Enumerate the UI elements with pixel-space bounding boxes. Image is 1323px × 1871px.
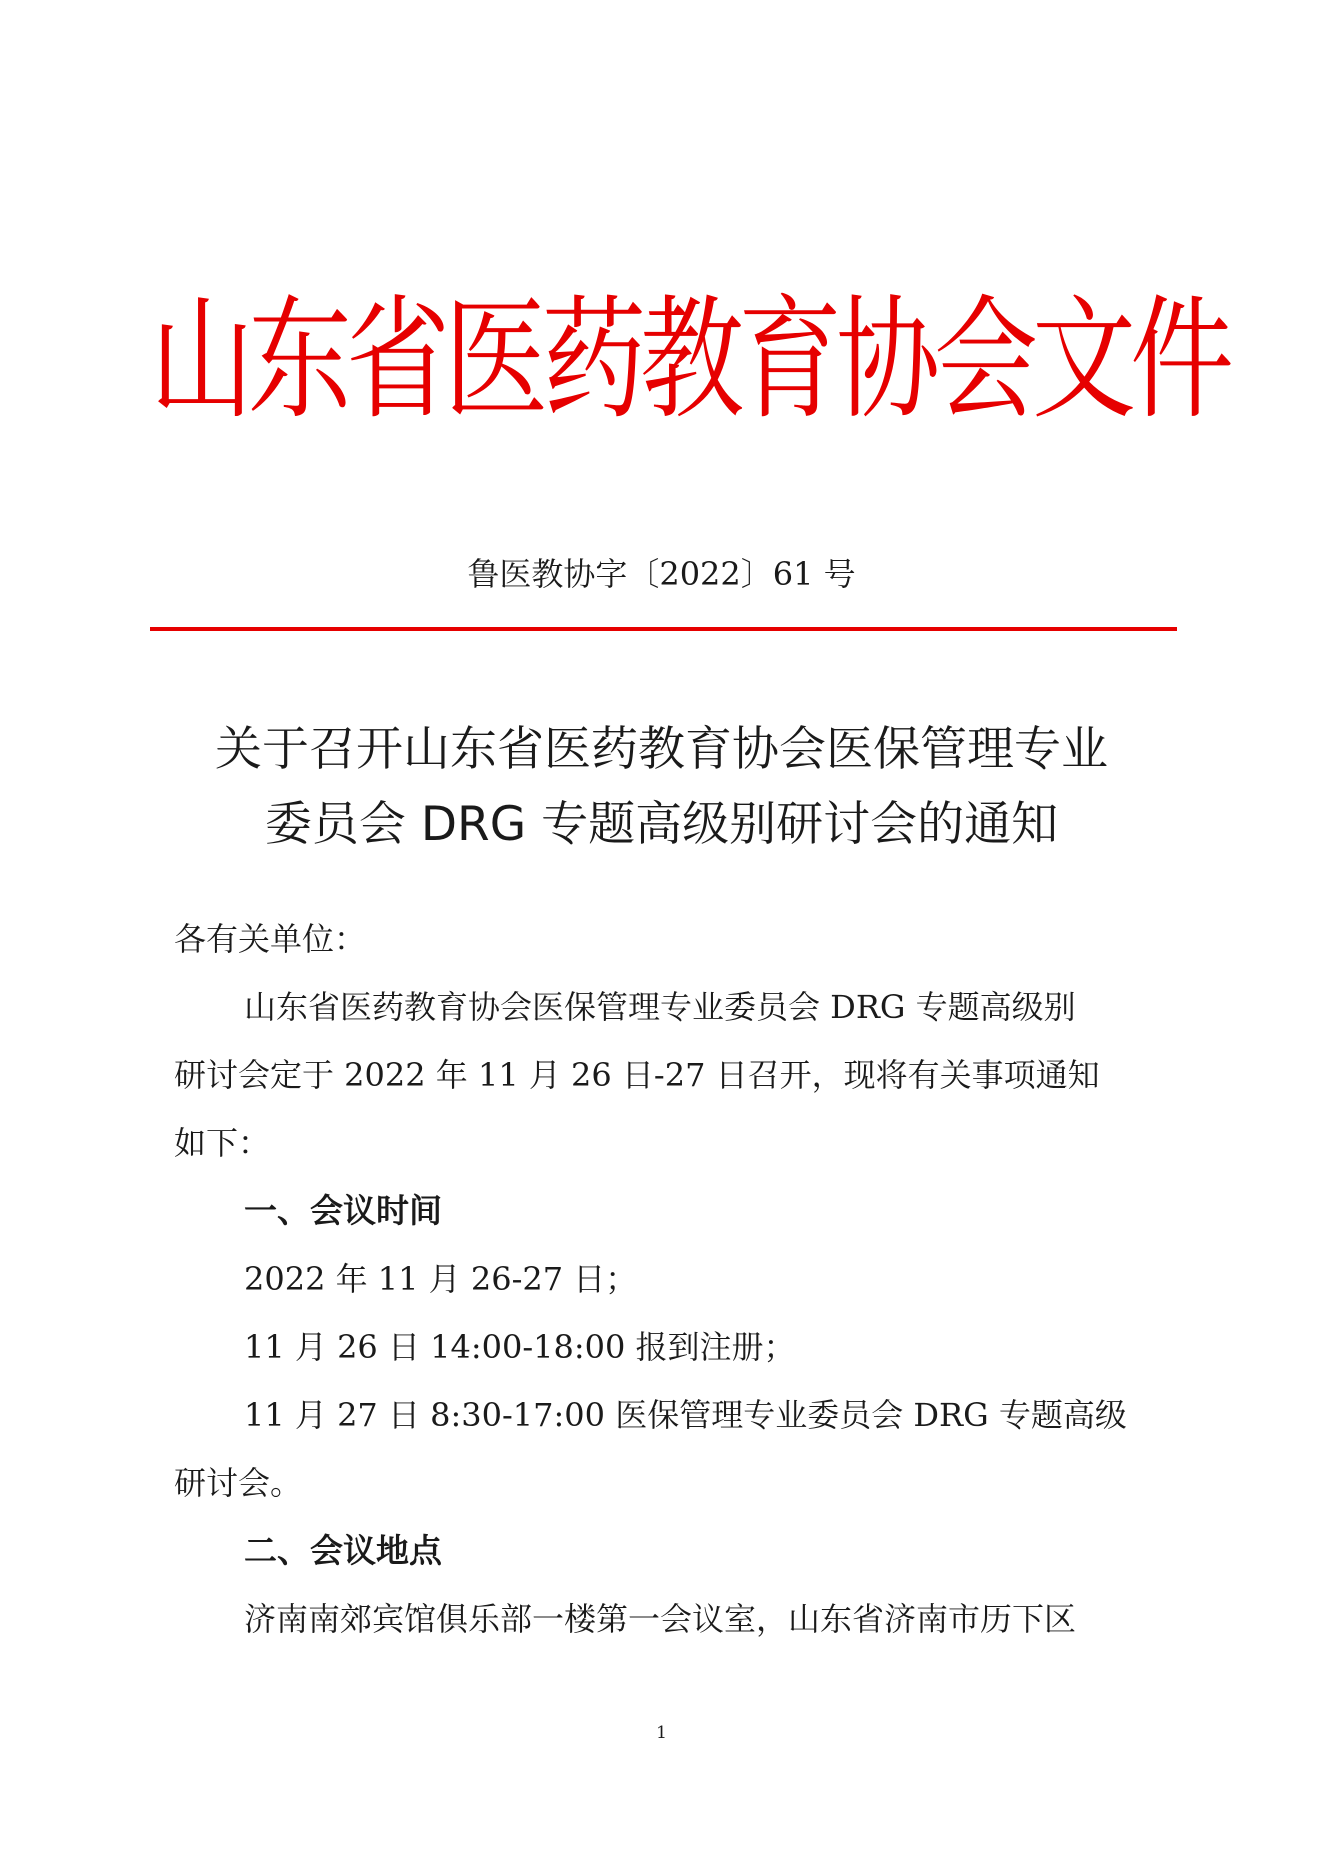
page-number: 1 <box>656 1723 667 1743</box>
section-heading-location: 二、会议地点 <box>244 1531 442 1570</box>
intro-line-1: 山东省医药教育协会医保管理专业委员会 DRG 专题高级别 <box>244 988 1076 1026</box>
red-divider-line <box>150 627 1177 631</box>
intro-line-2: 研讨会定于 2022 年 11 月 26 日-27 日召开，现将有关事项通知 <box>174 1056 1100 1094</box>
masthead-title: 山东省医药教育协会文件 <box>150 281 1229 438</box>
document-number: 鲁医教协字〔2022〕61 号 <box>467 555 856 593</box>
location-line-1: 济南南郊宾馆俱乐部一楼第一会议室，山东省济南市历下区 <box>244 1600 1077 1638</box>
time-line-4: 研讨会。 <box>174 1464 303 1502</box>
time-line-3: 11 月 27 日 8:30-17:00 医保管理专业委员会 DRG 专题高级 <box>244 1396 1127 1434</box>
notice-title-line-2: 委员会 DRG 专题高级别研讨会的通知 <box>264 797 1059 852</box>
notice-body <box>174 905 1164 1653</box>
salutation: 各有关单位： <box>174 920 367 958</box>
time-line-1: 2022 年 11 月 26-27 日； <box>244 1260 638 1298</box>
section-heading-time: 一、会议时间 <box>244 1191 442 1230</box>
time-line-2: 11 月 26 日 14:00-18:00 报到注册； <box>244 1328 796 1366</box>
notice-title <box>130 712 1193 862</box>
notice-title-line-1: 关于召开山东省医药教育协会医保管理专业 <box>215 722 1108 777</box>
intro-line-3: 如下： <box>174 1124 271 1162</box>
